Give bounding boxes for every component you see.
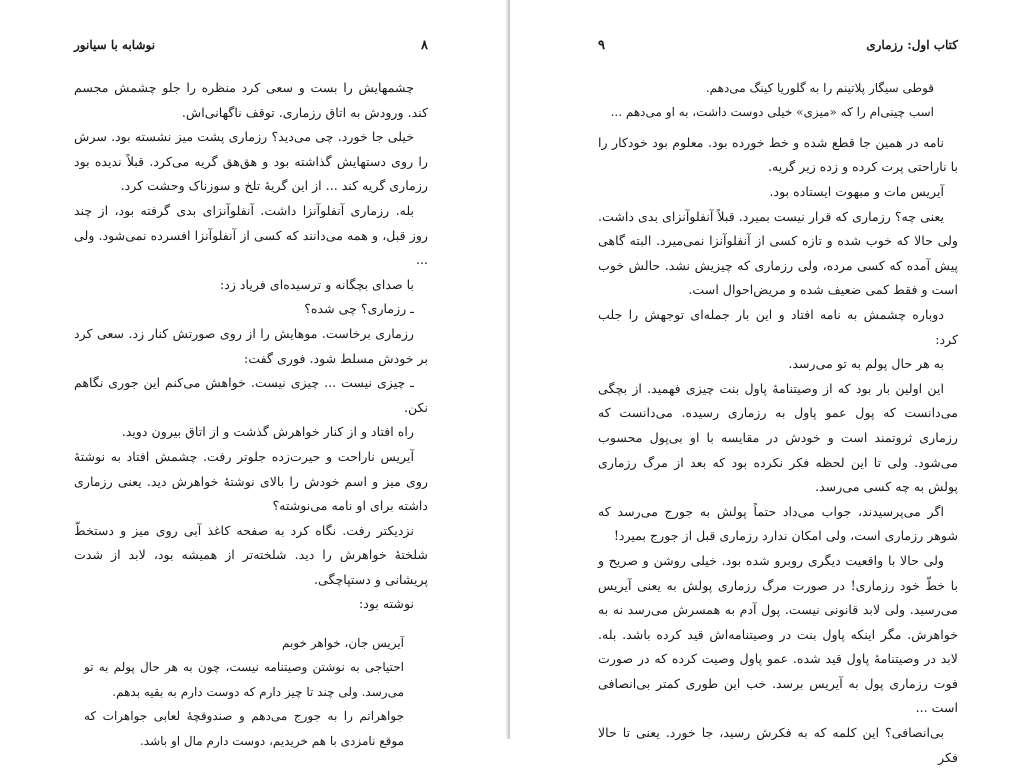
page-number: ۹	[598, 38, 605, 53]
dialogue-line: ـ رزماری؟ چی شده؟	[304, 301, 414, 317]
paragraph: خیلی جا خورد. چی می‌دید؟ رزماری پشت میز نشسته بود. سرش را روی دستهایش گذاشته بود و هق‌هق گریه می‌کرد. قبلاً ندیده بود رزماری گریه کند ... از این گریهٔ تلخ و سوزناک وحشت کرد.	[74, 129, 428, 194]
letter-line: اسب چینی‌ام را که «میزی» خیلی دوست داشت، به او می‌دهم ...	[610, 105, 934, 120]
letter-line: احتیاجی به نوشتن وصیتنامه نیست، چون به هر حال پولم به تو می‌رسد. ولی چند تا چیز دارم که دوست دارم به بقیه بدهم.	[84, 660, 404, 699]
letter-line: جواهراتم را به جورج می‌دهم و صندوقچهٔ لعابی جواهرات که موقع نامزدی با هم خریدیم، دوست دارم مال او باشد.	[84, 709, 404, 748]
paragraph: آیریس ناراحت و حیرت‌زده جلوتر رفت. چشمش افتاد به نوشتهٔ روی میز و اسم خودش را بالای نوشتهٔ خواهرش دید. یعنی رزماری داشته برای او نامه می‌نوشته؟	[74, 448, 428, 514]
header-title: کتاب اول: رزماری	[866, 38, 958, 52]
letter-block	[598, 76, 958, 125]
paragraph: راه افتاد و از کنار خواهرش گذشت و از اتاق بیرون دوید.	[121, 424, 414, 440]
running-header	[74, 38, 428, 54]
paragraph: نامه در همین جا قطع شده و خط خورده بود. معلوم بود خودکار را با ناراحتی پرت کرده و زده زیر گریه.	[598, 134, 958, 175]
paragraph: چشمهایش را بست و سعی کرد منظره را جلو چشمش مجسم کند. ورودش به اتاق رزماری. توقف ناگهانی‌اش.	[74, 80, 428, 120]
letter-line: قوطی سیگار پلاتینم را به گلوریا کینگ می‌دهم.	[705, 81, 934, 95]
letter-salutation: آیریس جان، خواهر خوبم	[282, 636, 404, 651]
paragraph: یعنی چه؟ رزماری که قرار نیست بمیرد. قبلاً آنفلوآنزای بدی داشت. ولی حالا که خوب شده و تازه کسی از آنفلوآنزا نمی‌میرد. البته گاهی پیش آمده که کسی مرده، ولی رزماری که چیزیش نشد. حالش خوب است و فقط کمی ضعیف شده و مریض‌احوال است.	[598, 208, 958, 298]
paragraph: رزماری برخاست. موهایش را از روی صورتش کنار زد. سعی کرد بر خودش مسلط شود. فوری گفت:	[74, 325, 428, 366]
dialogue-line: ـ چیزی نیست ... چیزی نیست. خواهش می‌کنم این جوری نگاهم نکن.	[74, 375, 428, 415]
page-number: ۸	[421, 38, 428, 53]
right-page	[510, 0, 1018, 765]
quoted-line: به هر حال پولم به تو می‌رسد.	[788, 356, 944, 372]
paragraph: بله. رزماری آنفلوآنزا داشت. آنفلوآنزای بدی گرفته بود، از چند روز قبل، و همه می‌دانند که کسی از آنفلوآنزا افسرده نمی‌شود. ولی ...	[74, 202, 428, 268]
paragraph: دوباره چشمش به نامه افتاد و این بار جمله‌ای توجهش را جلب کرد:	[598, 306, 958, 347]
paragraph: ولی حالا با واقعیت دیگری روبرو شده بود. خیلی روشن و صریح و با خطّ خود رزماری! در صورت مرگ رزماری پولش به یعنی آیریس می‌رسید. ولی لابد قانونی نیست. پول آدم به همسرش می‌رسد نه به خواهرش. مگر اینکه پاول بنت در وصیتنامه‌اش قید کرده باشد. بله. لابد در وصیتنامهٔ پاول قید شده. عمو پاول وصیت کرده که در صورت فوت رزماری پول به آیریس برسد. خب این طوری کمتر بی‌انصافی است ...	[598, 552, 958, 716]
paragraph: نزدیکتر رفت. نگاه کرد به صفحه کاغذ آبی روی میز و دستخطّ شلختهٔ خواهرش را دید. شلخته‌تر از همیشه بود، لابد از شدت پریشانی و دستپاچگی.	[74, 522, 428, 587]
header-title: نوشابه با سیانور	[74, 38, 156, 52]
left-page	[0, 0, 508, 748]
paragraph: اگر می‌پرسیدند، جواب می‌داد حتماً پولش به جورج می‌رسد که شوهر رزماری است، ولی امکان ندارد رزماری قبل از جورج بمیرد!	[598, 503, 958, 544]
running-header	[598, 38, 958, 54]
paragraph: با صدای بچگانه و ترسیده‌ای فریاد زد:	[219, 276, 414, 292]
paragraph: نوشته بود:	[359, 596, 414, 612]
letter-block	[74, 631, 428, 753]
paragraph: بی‌انصافی؟ این کلمه که به فکرش رسید، جا خورد. یعنی تا حالا فکر	[598, 725, 958, 765]
paragraph: آیریس مات و مبهوت ایستاده بود.	[769, 184, 944, 199]
paragraph: این اولین بار بود که از وصیتنامهٔ پاول بنت چیزی فهمید. از بچگی می‌دانست که پول عمو پاول به رزماری رسیده. می‌دانست که رزماری ثروتمند است و خودش در مقایسه با او بی‌پول محسوب می‌شود. ولی تا این لحظه فکر نکرده بود که بعد از مرگ رزماری پولش به چه کسی می‌رسد.	[598, 380, 958, 495]
